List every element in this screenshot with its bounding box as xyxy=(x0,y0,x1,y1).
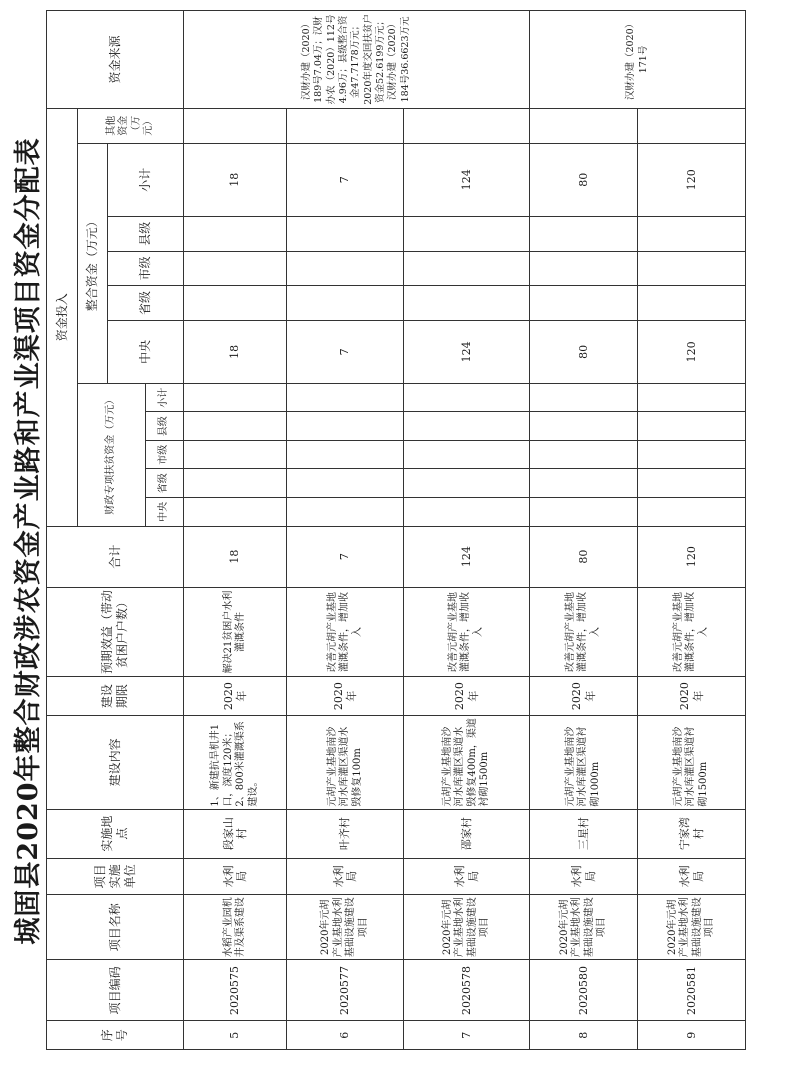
cell-other xyxy=(287,108,404,143)
cell-content: 1、新建抗旱机井1口，深度120米；2、800米灌溉渠系建设。 xyxy=(184,715,287,809)
cell-period: 2020年 xyxy=(638,677,746,716)
header-int-city: 市级 xyxy=(107,251,183,286)
cell-benefit: 解决21贫困户水利灌溉条件 xyxy=(184,587,287,677)
header-seq: 序号 xyxy=(47,1021,184,1050)
cell-other xyxy=(638,108,746,143)
cell-seq: 7 xyxy=(404,1021,530,1050)
cell-total: 124 xyxy=(404,526,530,587)
header-code: 项目编码 xyxy=(47,960,184,1021)
cell-period: 2020年 xyxy=(287,677,404,716)
cell-sp-city xyxy=(638,440,746,469)
allocation-table xyxy=(46,10,746,1050)
cell-seq: 8 xyxy=(530,1021,638,1050)
cell-benefit: 改善元胡产业基地灌溉条件，增加收入 xyxy=(287,587,404,677)
cell-location: 段家山村 xyxy=(184,809,287,858)
header-int-subtotal: 小计 xyxy=(107,143,183,216)
cell-content: 元胡产业基地南沙河水库灌区渠道衬砌1000m xyxy=(530,715,638,809)
cell-code: 2020580 xyxy=(530,960,638,1021)
header-benefit: 预期效益（带动贫困户户数） xyxy=(47,587,184,677)
cell-sp-subtotal xyxy=(184,383,287,412)
cell-source-a: 汉财办建（2020）189号7.04万；汉财办农（2020）112号4.96万；县级整合资金47.7178万元；2020年度交回扶贫户资金52.6199万元；汉财办建（2020）184号36.6623万元 xyxy=(184,11,530,109)
header-int-central: 中央 xyxy=(107,320,183,383)
cell-sp-province xyxy=(530,469,638,498)
cell-benefit: 改善元胡产业基地灌溉条件，增加收入 xyxy=(530,587,638,677)
cell-content: 元胡产业基地南沙河水库灌区渠道水毁修复100m xyxy=(287,715,404,809)
header-int-province: 省级 xyxy=(107,286,183,321)
header-special-fund: 财政专项扶贫资金（万元） xyxy=(78,383,145,526)
cell-source-b: 汉财办建（2020）171号 xyxy=(530,11,746,109)
cell-content: 元胡产业基地南沙河水库灌区渠道衬砌1500m xyxy=(638,715,746,809)
cell-int-province xyxy=(184,286,287,321)
cell-sp-city xyxy=(287,440,404,469)
cell-int-central: 18 xyxy=(184,320,287,383)
cell-int-city xyxy=(287,251,404,286)
cell-sp-city xyxy=(184,440,287,469)
table-row xyxy=(287,11,404,1050)
document-title: 城固县2020年整合财政涉农资金产业路和产业渠项目资金分配表 xyxy=(13,137,44,945)
cell-int-county xyxy=(184,216,287,251)
cell-int-central: 7 xyxy=(287,320,404,383)
cell-int-province xyxy=(404,286,530,321)
cell-code: 2020578 xyxy=(404,960,530,1021)
header-sp-province: 省级 xyxy=(145,469,183,498)
cell-sp-province xyxy=(404,469,530,498)
cell-sp-central xyxy=(404,498,530,527)
cell-sp-city xyxy=(530,440,638,469)
cell-seq: 6 xyxy=(287,1021,404,1050)
cell-sp-central xyxy=(638,498,746,527)
cell-name: 2020年元胡产业基地水利基础设施建设项目 xyxy=(287,895,404,960)
cell-seq: 9 xyxy=(638,1021,746,1050)
cell-int-subtotal: 120 xyxy=(638,143,746,216)
cell-sp-central xyxy=(287,498,404,527)
cell-unit: 水利局 xyxy=(287,858,404,895)
cell-int-county xyxy=(404,216,530,251)
cell-name: 2020年元胡产业基地水利基础设施建设项目 xyxy=(530,895,638,960)
cell-other xyxy=(530,108,638,143)
cell-int-subtotal: 7 xyxy=(287,143,404,216)
cell-int-subtotal: 124 xyxy=(404,143,530,216)
cell-name: 2020年元胡产业基地水利基础设施建设项目 xyxy=(404,895,530,960)
table-row xyxy=(404,11,530,1050)
cell-int-city xyxy=(184,251,287,286)
header-investment: 资金投入 xyxy=(47,108,78,526)
cell-unit: 水利局 xyxy=(638,858,746,895)
cell-code: 2020581 xyxy=(638,960,746,1021)
cell-other xyxy=(184,108,287,143)
cell-benefit: 改善元胡产业基地灌溉条件，增加收入 xyxy=(404,587,530,677)
cell-total: 7 xyxy=(287,526,404,587)
cell-sp-subtotal xyxy=(404,383,530,412)
cell-int-province xyxy=(638,286,746,321)
cell-location: 邵家村 xyxy=(404,809,530,858)
cell-int-city xyxy=(638,251,746,286)
cell-sp-county xyxy=(287,412,404,441)
cell-location: 叶齐村 xyxy=(287,809,404,858)
cell-sp-county xyxy=(530,412,638,441)
header-sp-subtotal: 小计 xyxy=(145,383,183,412)
header-other-fund: 其他资金（万元） xyxy=(78,108,184,143)
cell-period: 2020年 xyxy=(184,677,287,716)
cell-sp-county xyxy=(404,412,530,441)
cell-sp-central xyxy=(184,498,287,527)
table-row xyxy=(638,11,746,1050)
cell-int-subtotal: 18 xyxy=(184,143,287,216)
cell-period: 2020年 xyxy=(530,677,638,716)
cell-int-city xyxy=(530,251,638,286)
header-source: 资金来源 xyxy=(47,11,184,109)
cell-unit: 水利局 xyxy=(530,858,638,895)
cell-unit: 水利局 xyxy=(184,858,287,895)
cell-int-central: 124 xyxy=(404,320,530,383)
cell-total: 80 xyxy=(530,526,638,587)
cell-sp-county xyxy=(184,412,287,441)
cell-sp-subtotal xyxy=(530,383,638,412)
cell-int-county xyxy=(530,216,638,251)
cell-content: 元胡产业基地南沙河水库灌区渠道水毁修复400m，渠道衬砌1500m xyxy=(404,715,530,809)
cell-int-city xyxy=(404,251,530,286)
header-integrated-fund: 整合资金（万元） xyxy=(78,143,107,383)
header-sp-central: 中央 xyxy=(145,498,183,527)
cell-sp-subtotal xyxy=(638,383,746,412)
cell-sp-province xyxy=(184,469,287,498)
header-sp-city: 市级 xyxy=(145,440,183,469)
cell-benefit: 改善元胡产业基地灌溉条件，增加收入 xyxy=(638,587,746,677)
cell-total: 18 xyxy=(184,526,287,587)
table-row xyxy=(184,11,287,1050)
header-sp-county: 县级 xyxy=(145,412,183,441)
cell-sp-subtotal xyxy=(287,383,404,412)
cell-int-county xyxy=(638,216,746,251)
cell-int-central: 80 xyxy=(530,320,638,383)
header-location: 实施地点 xyxy=(47,809,184,858)
cell-sp-province xyxy=(287,469,404,498)
cell-int-province xyxy=(530,286,638,321)
cell-name: 2020年元胡产业基地水利基础设施建设项目 xyxy=(638,895,746,960)
header-unit: 项目实施单位 xyxy=(47,858,184,895)
cell-seq: 5 xyxy=(184,1021,287,1050)
cell-location: 宁家湾村 xyxy=(638,809,746,858)
cell-int-province xyxy=(287,286,404,321)
header-period: 建设期限 xyxy=(47,677,184,716)
header-int-county: 县级 xyxy=(107,216,183,251)
cell-code: 2020575 xyxy=(184,960,287,1021)
header-content: 建设内容 xyxy=(47,715,184,809)
cell-sp-province xyxy=(638,469,746,498)
header-total: 合计 xyxy=(47,526,184,587)
header-name: 项目名称 xyxy=(47,895,184,960)
cell-code: 2020577 xyxy=(287,960,404,1021)
cell-name: 水稻产业园机井及渠系建设 xyxy=(184,895,287,960)
cell-total: 120 xyxy=(638,526,746,587)
cell-int-central: 120 xyxy=(638,320,746,383)
cell-sp-central xyxy=(530,498,638,527)
cell-other xyxy=(404,108,530,143)
table-row xyxy=(530,11,638,1050)
cell-unit: 水利局 xyxy=(404,858,530,895)
cell-sp-city xyxy=(404,440,530,469)
cell-location: 三星村 xyxy=(530,809,638,858)
cell-int-subtotal: 80 xyxy=(530,143,638,216)
cell-period: 2020年 xyxy=(404,677,530,716)
cell-sp-county xyxy=(638,412,746,441)
cell-int-county xyxy=(287,216,404,251)
